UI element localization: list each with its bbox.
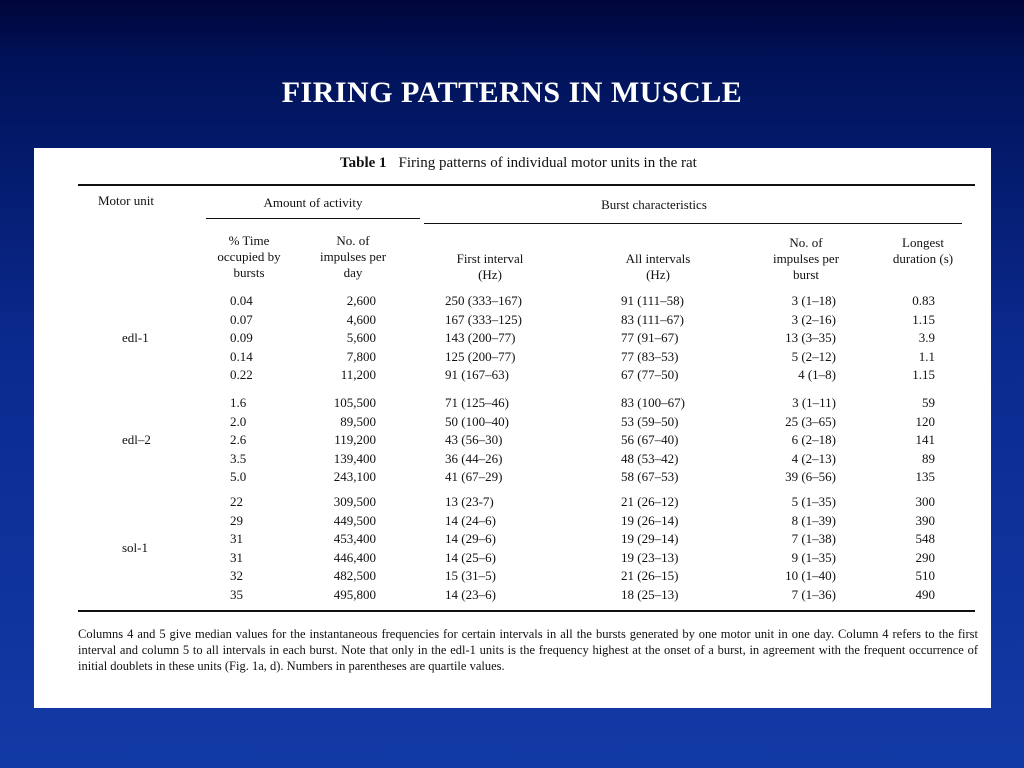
cell-impulses-per-day: 139,400 bbox=[333, 450, 376, 466]
header-all-intervals: All intervals (Hz) bbox=[625, 251, 691, 282]
cell-impulses-per-day: 119,200 bbox=[334, 432, 376, 447]
cell-longest-duration: 290 bbox=[915, 549, 935, 565]
cell-pct-time: 0.04 bbox=[230, 293, 253, 308]
cell-impulses-per-burst: 5 (1–35) bbox=[791, 494, 836, 509]
cell-longest-duration: 390 bbox=[915, 512, 935, 528]
cell-pct-time: 0.09 bbox=[230, 330, 253, 345]
cell-impulses-per-day: 446,400 bbox=[333, 549, 376, 565]
cell-impulses-per-burst: 7 (1–38) bbox=[791, 531, 836, 546]
cell-all-intervals: 53 (59–50) bbox=[621, 413, 679, 429]
cell-pct-time: 29 bbox=[230, 512, 243, 528]
header-impulses-per-day: No. of impulses per day bbox=[319, 233, 387, 280]
cell-first-interval: 250 (333–167) bbox=[445, 293, 522, 308]
cell-longest-duration: 0.83 bbox=[912, 293, 935, 308]
table-image-panel bbox=[34, 148, 991, 708]
cell-longest-duration: 59 bbox=[922, 395, 935, 410]
cell-pct-time: 0.14 bbox=[230, 348, 253, 364]
slide-title: FIRING PATTERNS IN MUSCLE bbox=[281, 76, 743, 109]
cell-longest-duration: 135 bbox=[915, 469, 935, 484]
cell-first-interval: 50 (100–40) bbox=[445, 413, 509, 429]
cell-impulses-per-burst: 3 (1–18) bbox=[791, 293, 836, 308]
cell-all-intervals: 58 (67–53) bbox=[621, 469, 679, 484]
cell-impulses-per-day: 89,500 bbox=[340, 413, 376, 429]
cell-pct-time: 5.0 bbox=[230, 469, 247, 484]
cell-impulses-per-day: 4,600 bbox=[346, 311, 376, 327]
cell-longest-duration: 1.15 bbox=[912, 367, 935, 382]
header-first-interval: First interval (Hz) bbox=[456, 251, 524, 282]
cell-impulses-per-burst: 6 (2–18) bbox=[791, 432, 836, 447]
cell-all-intervals: 19 (29–14) bbox=[621, 531, 679, 546]
cell-longest-duration: 3.9 bbox=[918, 330, 935, 345]
cell-first-interval: 14 (24–6) bbox=[445, 512, 496, 528]
cell-all-intervals: 21 (26–15) bbox=[621, 568, 679, 583]
cell-all-intervals: 18 (25–13) bbox=[621, 586, 679, 602]
cell-impulses-per-day: 449,500 bbox=[333, 512, 376, 528]
cell-first-interval: 14 (23–6) bbox=[445, 586, 496, 602]
cell-impulses-per-day: 105,500 bbox=[333, 395, 376, 410]
burst-group-rule bbox=[424, 223, 962, 224]
cell-impulses-per-day: 495,800 bbox=[333, 586, 376, 602]
cell-longest-duration: 120 bbox=[915, 413, 935, 429]
cell-longest-duration: 548 bbox=[915, 531, 935, 546]
cell-all-intervals: 21 (26–12) bbox=[621, 494, 679, 509]
cell-all-intervals: 83 (111–67) bbox=[621, 311, 684, 327]
cell-pct-time: 0.22 bbox=[230, 367, 253, 382]
cell-impulses-per-burst: 8 (1–39) bbox=[791, 512, 836, 528]
header-burst-characteristics: Burst characteristics bbox=[601, 197, 707, 212]
cell-longest-duration: 1.1 bbox=[918, 348, 935, 364]
cell-pct-time: 3.5 bbox=[230, 450, 247, 466]
header-amount-of-activity: Amount of activity bbox=[263, 195, 363, 210]
motor-unit-label: sol-1 bbox=[122, 540, 148, 556]
cell-impulses-per-burst: 4 (2–13) bbox=[791, 450, 836, 466]
cell-impulses-per-day: 453,400 bbox=[333, 531, 376, 546]
header-longest-duration: Longest duration (s) bbox=[892, 235, 954, 266]
cell-impulses-per-burst: 13 (3–35) bbox=[785, 330, 836, 345]
header-pct-time: % Time occupied by bursts bbox=[217, 233, 281, 280]
cell-longest-duration: 89 bbox=[922, 450, 935, 466]
cell-all-intervals: 91 (111–58) bbox=[621, 293, 684, 308]
cell-pct-time: 1.6 bbox=[230, 395, 247, 410]
cell-all-intervals: 77 (91–67) bbox=[621, 330, 679, 345]
cell-impulses-per-burst: 3 (1–11) bbox=[792, 395, 836, 410]
activity-group-rule bbox=[206, 218, 420, 219]
cell-impulses-per-burst: 5 (2–12) bbox=[791, 348, 836, 364]
header-impulses-per-burst: No. of impulses per burst bbox=[772, 235, 840, 282]
cell-first-interval: 91 (167–63) bbox=[445, 367, 509, 382]
cell-all-intervals: 19 (26–14) bbox=[621, 512, 679, 528]
cell-first-interval: 14 (29–6) bbox=[445, 531, 496, 546]
cell-pct-time: 0.07 bbox=[230, 311, 253, 327]
cell-impulses-per-burst: 4 (1–8) bbox=[798, 367, 836, 382]
cell-longest-duration: 300 bbox=[915, 494, 935, 509]
cell-pct-time: 35 bbox=[230, 586, 243, 602]
cell-first-interval: 125 (200–77) bbox=[445, 348, 516, 364]
cell-first-interval: 143 (200–77) bbox=[445, 330, 516, 345]
cell-first-interval: 167 (333–125) bbox=[445, 311, 522, 327]
cell-pct-time: 2.6 bbox=[230, 432, 247, 447]
cell-pct-time: 31 bbox=[230, 549, 243, 565]
cell-impulses-per-day: 243,100 bbox=[333, 469, 376, 484]
cell-impulses-per-burst: 25 (3–65) bbox=[785, 413, 836, 429]
cell-all-intervals: 48 (53–42) bbox=[621, 450, 679, 466]
top-rule bbox=[78, 184, 975, 186]
cell-impulses-per-day: 2,600 bbox=[346, 293, 376, 308]
cell-first-interval: 71 (125–46) bbox=[445, 395, 509, 410]
table-footnote: Columns 4 and 5 give median values for the instantaneous frequencies for certain intervals in all the bursts generated by one motor unit in one day. Column 4 refers to the first interval and column 5 to all intervals in each burst. Note that only in the edl-1 units is the frequency highest at the onset of a burst, in agreement with the frequent occurrence of initial doublets in these units (Fig. 1a, d). Numbers in parentheses are quartile values. bbox=[78, 627, 978, 673]
cell-impulses-per-day: 11,200 bbox=[340, 367, 376, 382]
motor-unit-label: edl–2 bbox=[122, 432, 151, 447]
cell-impulses-per-day: 7,800 bbox=[346, 348, 376, 364]
cell-first-interval: 43 (56–30) bbox=[445, 432, 503, 447]
cell-impulses-per-burst: 10 (1–40) bbox=[785, 568, 836, 583]
table-caption bbox=[340, 155, 697, 172]
cell-impulses-per-burst: 3 (2–16) bbox=[791, 311, 836, 327]
motor-unit-label: edl-1 bbox=[122, 330, 149, 345]
cell-impulses-per-burst: 9 (1–35) bbox=[791, 549, 836, 565]
cell-impulses-per-burst: 7 (1–36) bbox=[791, 586, 836, 602]
cell-impulses-per-day: 482,500 bbox=[333, 568, 376, 583]
cell-all-intervals: 19 (23–13) bbox=[621, 549, 679, 565]
cell-all-intervals: 83 (100–67) bbox=[621, 395, 685, 410]
cell-first-interval: 13 (23-7) bbox=[445, 494, 494, 509]
table-caption-text: Firing patterns of individual motor units in the rat bbox=[398, 155, 697, 171]
cell-impulses-per-day: 5,600 bbox=[346, 330, 376, 345]
cell-longest-duration: 510 bbox=[915, 568, 935, 583]
cell-first-interval: 15 (31–5) bbox=[445, 568, 496, 583]
cell-pct-time: 22 bbox=[230, 494, 243, 509]
cell-all-intervals: 56 (67–40) bbox=[621, 432, 679, 447]
cell-pct-time: 2.0 bbox=[230, 413, 247, 429]
cell-longest-duration: 490 bbox=[915, 586, 935, 602]
cell-first-interval: 14 (25–6) bbox=[445, 549, 496, 565]
cell-first-interval: 41 (67–29) bbox=[445, 469, 503, 484]
bottom-rule bbox=[78, 610, 975, 612]
cell-all-intervals: 67 (77–50) bbox=[621, 367, 679, 382]
cell-pct-time: 32 bbox=[230, 568, 243, 583]
cell-longest-duration: 141 bbox=[915, 432, 935, 447]
cell-all-intervals: 77 (83–53) bbox=[621, 348, 679, 364]
cell-impulses-per-day: 309,500 bbox=[333, 494, 376, 509]
cell-impulses-per-burst: 39 (6–56) bbox=[785, 469, 836, 484]
table-caption-label: Table 1 bbox=[340, 155, 387, 171]
header-motor-unit: Motor unit bbox=[98, 193, 154, 208]
cell-first-interval: 36 (44–26) bbox=[445, 450, 503, 466]
cell-pct-time: 31 bbox=[230, 531, 243, 546]
cell-longest-duration: 1.15 bbox=[912, 311, 935, 327]
